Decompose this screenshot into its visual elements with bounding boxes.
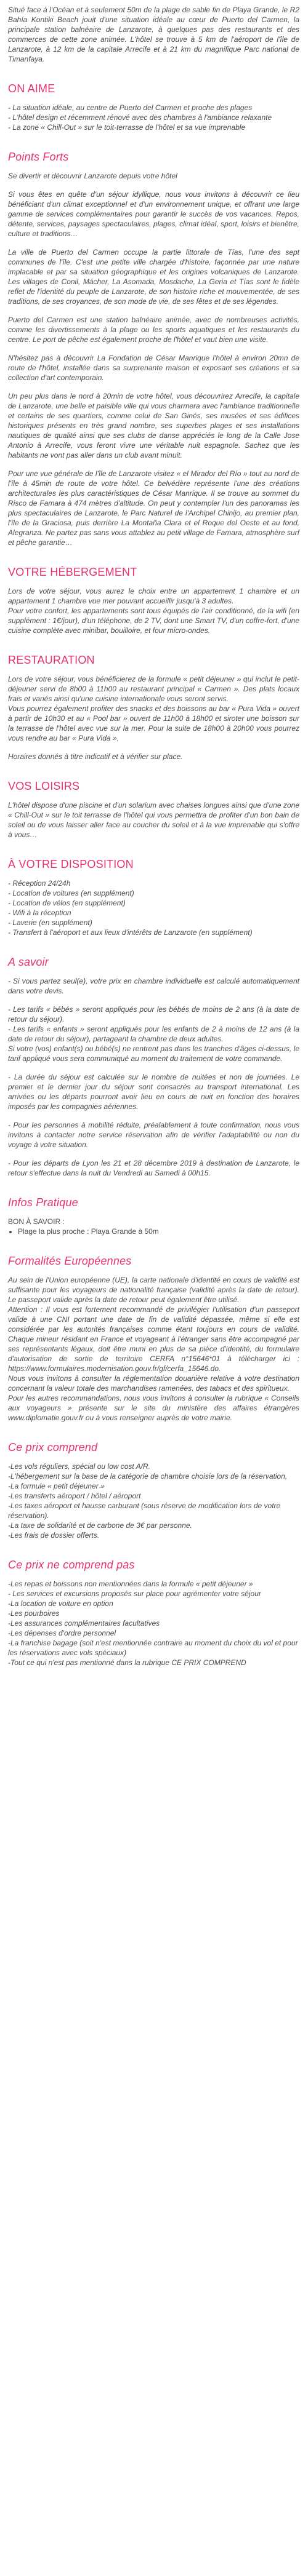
loisirs-paragraph: L'hôtel dispose d'une piscine et d'un solarium avec chaises longues ainsi que d'une zone « Chill-Out » sur le toit terrasse de l'hôtel qui vous permettra de profiter d'un bon bain de soleil ou de vous laisser aller face au coucher du soleil et à la vue imprenable qui s'offre à vous… <box>8 801 299 839</box>
intro-text: Situé face à l'Océan et à seulement 50m de la plage de sable fin de Playa Grande, le R2 Bahía Kontiki Beach jouit d'une situation idéale au cœur de Puerto del Carmen, la principale station balnéaire de Lanzarote, à quelques pas des restaurants et des commerces de cette zone animée. L'hôtel se trouve à 5 km de l'aéroport de l'île de Lanzarote, à 12 km de la capitale Arrecife et à 21 km du magnifique Parc national de Timanfaya. <box>8 6 299 63</box>
restauration-heading: RESTAURATION <box>8 654 95 666</box>
a-savoir-paragraph: - La durée du séjour est calculée sur le nombre de nuitées et non de journées. Le premier et le dernier jour du séjour sont consacrés au transport international. Les arrivées ou les départs pourront avoir lieu en cours de nuit en fonction des horaires imposés par les compagnies aériennes. <box>8 1073 299 1111</box>
points-forts-paragraph: N'hésitez pas à découvrir La Fondation de César Manrique l'hôtel à environ 20mn de route de l'hôtel, installée dans sa surprenante maison et exposant ses créations et sa collection d'art contemporain. <box>8 354 299 382</box>
restauration-text <box>8 674 299 743</box>
disposition-item: - Location de voitures (en supplément) <box>8 889 134 897</box>
prix-comprend-heading: Ce prix comprend <box>8 1441 98 1453</box>
a-savoir-paragraph: Si votre (vos) enfant(s) ou bébé(s) ne rentrent pas dans les tranches d'âges ci-dessus, le tarif appliqué vous sera communiqué au moment du traitement de votre commande. <box>8 1044 299 1063</box>
prix-comprend-item: -Les taxes aéroport et hausse carburant (sous réserve de modification lors de votre réservation). <box>8 1501 281 1520</box>
prix-comprend-item: -La taxe de solidarité et de carbone de 3€ par personne. <box>8 1521 192 1530</box>
prix-comprend-list <box>8 1461 299 1540</box>
loisirs-heading: VOS LOISIRS <box>8 780 80 792</box>
disposition-item: - Laverie (en supplément) <box>8 918 92 927</box>
formalites-heading: Formalités Européennes <box>8 1255 132 1267</box>
on-aime-heading: ON AIME <box>8 82 55 95</box>
formalites-paragraph: Attention : Il vous est fortement recommandé de privilégier l'utilisation d'un passeport valide à une CNI portant une date de fin de validité dépassée, même si elle est considérée par les autorités françaises comme étant toujours en cours de validité. Chaque mineur résidant en France et voyageant à l'étranger sans être accompagné par ses représentants légaux, doit être muni en plus de sa pièce d'identité, du formulaire d'autorisation de sortie de territoire CERFA n°15646*01 à télécharger ici : https://www.formulaires.modernisation.gouv.fr/gf/cerfa_15646.do. <box>8 1305 299 1373</box>
points-forts-lead: Se divertir et découvrir Lanzarote depuis votre hôtel <box>8 172 177 180</box>
disposition-item: - Transfert à l'aéroport et aux lieux d'intérêts de Lanzarote (en supplément) <box>8 928 253 937</box>
prix-ne-comprend-item: -Les pourboires <box>8 1609 60 1618</box>
a-savoir-heading: A savoir <box>8 956 49 968</box>
restauration-paragraph: Lors de votre séjour, vous bénéficierez de la formule « petit déjeuner » qui inclut le petit-déjeuner servi de 8h00 à 11h00 au restaurant principal « Carmen ». Des plats locaux frais et variés ainsi qu'une cuisine internationale vous seront servis. <box>8 675 299 703</box>
points-forts-heading: Points Forts <box>8 151 69 163</box>
prix-ne-comprend-item: -Les assurances complémentaires facultatives <box>8 1619 160 1628</box>
prix-comprend-item: -L'hébergement sur la base de la catégorie de chambre choisie lors de la réservation, <box>8 1472 288 1481</box>
infos-pratique-block <box>8 1217 299 1236</box>
on-aime-item: - L'hôtel design et récemment rénové avec des chambres à l'ambiance relaxante <box>8 113 272 122</box>
prix-comprend-item: -Les transferts aéroport / hôtel / aéroport <box>8 1492 141 1500</box>
prix-comprend-item: -La formule « petit déjeuner » <box>8 1482 105 1490</box>
prix-comprend-item: -Les frais de dossier offerts. <box>8 1531 100 1540</box>
formalites-paragraph: Au sein de l'Union européenne (UE), la carte nationale d'identité en cours de validité est suffisante pour les voyageurs de nationalité française (validité après la date de retour). Le passeport valide après la date de retour peut également être utilisé. <box>8 1276 299 1304</box>
restauration-paragraph: Vous pourrez également profiter des snacks et des boissons au bar « Pura Vida » ouvert à partir de 10h30 et au « Pool bar » ouvert de 11h00 à 18h00 et siroter une boisson sur la terrasse de l'hôtel avec vue sur la mer. Pour la suite de 18h00 à 20h00 vous pourrez vous rendre au bar « Pura Vida ». <box>8 704 299 742</box>
a-savoir-paragraph: - Pour les personnes à mobilité réduite, préalablement à toute confirmation, nous vous invitons à contacter notre service réservation afin de vérifier l'adaptabilité ou non du voyage à votre situation. <box>8 1121 299 1149</box>
disposition-item: - Location de vélos (en supplément) <box>8 899 126 907</box>
infos-pratique-lead: BON À SAVOIR : <box>8 1217 65 1226</box>
on-aime-list <box>8 103 299 132</box>
on-aime-item: - La situation idéale, au centre de Puerto del Carmen et proche des plages <box>8 103 253 112</box>
prix-ne-comprend-item: - Les services et excursions proposés sur place pour agrémenter votre séjour <box>8 1589 261 1598</box>
formalites-paragraph: Pour les autres recommandations, nous vous invitons à consulter la rubrique « Conseils aux voyageurs » présente sur le site du ministère des affaires étrangères www.diplomatie.gouv.fr ou à vous renseigner auprès de votre mairie. <box>8 1394 299 1422</box>
prix-ne-comprend-item: -Les dépenses d'ordre personnel <box>8 1629 116 1637</box>
prix-ne-comprend-item: -Tout ce qui n'est pas mentionné dans la rubrique CE PRIX COMPREND <box>8 1658 246 1667</box>
a-savoir-paragraph: - Pour les départs de Lyon les 21 et 28 décembre 2019 à destination de Lanzarote, le retour s'effectue dans la nuit du Vendredi au Samedi à 00h15. <box>8 1159 299 1177</box>
disposition-item: - Wifi à la réception <box>8 908 71 917</box>
disposition-list <box>8 878 299 937</box>
prix-ne-comprend-heading: Ce prix ne comprend pas <box>8 1559 135 1571</box>
disposition-item: - Réception 24/24h <box>8 879 71 888</box>
on-aime-item: - La zone « Chill-Out » sur le toit-terrasse de l'hôtel et sa vue imprenable <box>8 123 246 132</box>
points-forts-paragraph: Un peu plus dans le nord à 20min de votre hôtel, vous découvrirez Arrecife, la capitale de Lanzarote, une belle et paisible ville qui vous charmera avec l'ambiance traditionnelle et certains de ses quartiers, comme celui de San Ginés, ses musées et ses édifices historiques présents en très grand nombre, ses superbes plages et ses installations nautiques de qualité ainsi que ses clubs de danse appréciés le long de la Calle Jose Antonio à Arrecife, vous feront vivre une véritable nuit espagnole. Sachez que les habitants ne vont pas aller dans un club avant minuit. <box>8 392 299 459</box>
infos-pratique-bullet: • Plage la plus proche : Playa Grande à 50m <box>18 1226 299 1236</box>
prix-comprend-item: -Les vols réguliers, spécial ou low cost A/R. <box>8 1462 150 1471</box>
a-savoir-paragraph: - Les tarifs « bébés » seront appliqués pour les bébés de moins de 2 ans (à la date de retour du séjour). <box>8 1005 299 1024</box>
prix-ne-comprend-item: -La location de voiture en option <box>8 1599 113 1608</box>
points-forts-paragraph: Puerto del Carmen est une station balnéaire animée, avec de nombreuses activités, comme les divertissements à la plage ou les sports aquatiques et les restaurants du centre. Le port de pêche est également proche de l'hôtel et vaut bien une visite. <box>8 316 299 344</box>
a-savoir-paragraph: - Si vous partez seul(e), votre prix en chambre individuelle est calculé automatiquement dans votre devis. <box>8 977 299 995</box>
points-forts-paragraph: La ville de Puerto del Carmen occupe la partie littorale de Tías, l'une des sept communes de l'île. C'est une petite ville chargée d'histoire, façonnée par une nature implacable et par sa situation géographique et les origines volcaniques de Lanzarote. Les villages de Conil, Mácher, La Asomada, Mosdache, La Geria et Tías sont le fidèle reflet de l'identité du peuple de Lanzarote, de son histoire riche et mouvementée, de ses traditions, de ses croyances, de son mode de vie, de ses fêtes et de ses légendes. <box>8 248 299 306</box>
a-savoir-paragraph: - Les tarifs « enfants » seront appliqués pour les enfants de 2 à moins de 12 ans (à la date de retour du séjour), partageant la chambre de deux adultes. <box>8 1025 299 1043</box>
infos-pratique-heading: Infos Pratique <box>8 1196 78 1209</box>
a-savoir-group <box>8 1004 299 1063</box>
prix-ne-comprend-item: -La franchise bagage (soit n'est mentionnée contraire au moment du choix du vol et pour les réservations avec vols spéciaux) <box>8 1639 298 1657</box>
points-forts-paragraph: Si vous êtes en quête d'un séjour idyllique, nous vous invitons à découvrir ce lieu bénéficiant d'un climat exceptionnel et d'un environnement unique, et offrant une large gamme de services complémentaires pour garantir le succès de vos vacances. Repos, détente, services, paysages spectaculaires, plages, climat idéal, sport, loisirs et bienêtre, culture et traditions… <box>8 190 299 238</box>
hebergement-text <box>8 586 299 635</box>
disposition-heading: À VOTRE DISPOSITION <box>8 858 134 870</box>
restauration-note: Horaires donnés à titre indicatif et à vérifier sur place. <box>8 752 183 761</box>
prix-ne-comprend-list <box>8 1579 299 1668</box>
prix-ne-comprend-item: -Les repas et boissons non mentionnées dans la formule « petit déjeuner » <box>8 1580 253 1588</box>
formalites-paragraph: Nous vous invitons à consulter la réglementation douanière relative à votre destination concernant la valeur totale des marchandises ramenées, des tabacs et des spiritueux. <box>8 1374 299 1393</box>
hebergement-heading: VOTRE HÉBERGEMENT <box>8 566 137 578</box>
hebergement-paragraph: Lors de votre séjour, vous aurez le choix entre un appartement 1 chambre et un appartement 1 chambre vue mer pouvant accueillir jusqu'à 3 adultes. <box>8 587 299 605</box>
formalites-text <box>8 1275 299 1423</box>
points-forts-paragraph: Pour une vue générale de l'île de Lanzarote visitez « el Mirador del Río » tout au nord de l'île à 45min de route de votre hôtel. Ce belvédère représente l'une des créations architecturales les plus caractéristiques de César Manrique. Il se trouve au sommet du Risco de Famara à 474 mètres d'altitude. On peut y contempler l'un des panoramas les plus spectaculaires de Lanzarote, le Parc Naturel de l'Archipel Chinijo, au premier plan, l'île de la Graciosa, puis derrière La Montaña Clara et el Roque del Oeste et au fond, Alegranza. Ne partez pas sans vous attablez au petit village de Famara, atmosphère surf et pêche garantie… <box>8 469 299 547</box>
hebergement-paragraph: Pour votre confort, les appartements sont tous équipés de l'air conditionné, de la wifi (en supplément : 1€/jour), d'un téléphone, de 2 TV, dont une Smart TV, d'un coffre-fort, d'une cuisine complète avec minibar, bouilloire, et four micro-ondes. <box>8 606 299 635</box>
